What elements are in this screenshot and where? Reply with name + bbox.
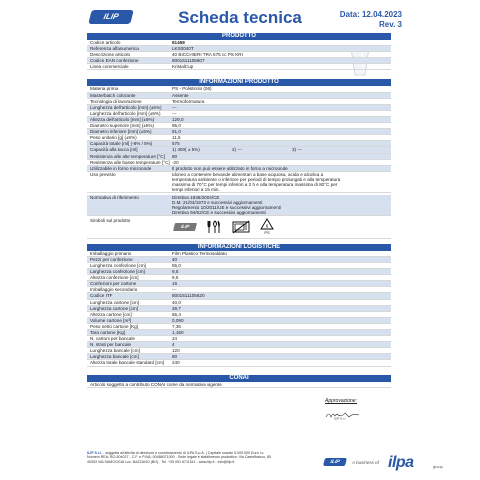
row-value: KristalCup [172,64,194,70]
row-label: Normativa di riferimento [90,194,139,200]
ilip-logo: ILIP [88,10,133,24]
row-label: N. strati per bancale [90,342,132,348]
row-value: 56,4 [172,311,181,317]
row-label: Referenza alfanumerica [90,46,139,52]
row-label: Materia prima [90,86,119,92]
row-label: Resistenza alle alte temperature [°C] [90,153,165,159]
row-label: Simboli sul prodotto [90,217,131,223]
row-value: 95,0 [172,123,181,129]
row-value: 61468 [172,40,185,45]
row-value: 24 [172,336,178,342]
row-value: 11,5 [172,135,181,141]
row-label: Lunghezza cartone [cm] [90,299,140,305]
row-label: Larghezza bancale [cm] [90,354,139,360]
text-line: Direttiva 94/62/CE e successivi aggiornamenti [172,209,266,215]
row-value: 1,160 [172,330,184,335]
row-value: Film Plastico Termosaldato [172,250,227,256]
text-line: tempi inferiori a 15 min. [172,186,220,192]
section-title-logistica: INFORMAZIONI LOGISTICHE [87,244,391,251]
no-microwave-icon [232,220,250,234]
row-label: Imballaggio secondario [90,287,138,293]
info-prodotto-table-2 [87,154,391,172]
section-title-info-prodotto: INFORMAZIONI PRODOTTO [87,79,391,86]
row-label: Utilizzabile in forno microonde [90,165,152,171]
capacity-1: 1) 400( ± 5%) [172,147,200,153]
text-line: Direttiva 1935/2004/CE [172,194,220,200]
date-revision [340,10,402,30]
row-value: 40,0 [172,299,181,305]
row-value: 55,0 [172,262,181,268]
row-value: 9,5 [172,275,179,281]
row-value: 39,7 [172,305,181,311]
footer-company-info: ILIP S.r.l. - soggetta all'attività di direzione e coordinamento di ILPA S.p.A. | Capitale sociale 5.000.000 Euro i.v. Numero REA: BO-504027 - C.F. e P.IVA: 00488071000 - Sede legale e stabilimento produttivo: Via Castelfranco, 80 40053 VALSAMOGGIA Loc. BAZZANO (BO) - Tel. +39 051 6711511 - www.ilip.it - info@ilip.it [87,451,271,464]
row-label: Lunghezza confezione [cm] [90,262,146,268]
row-label: Altezza cartone [cm] [90,311,132,317]
row-label: Uso previsto [90,171,116,177]
row-value: LKS0040T [172,46,194,52]
ilpa-group-sub: group [433,465,443,469]
row-label: Peso netto cartone [Kg] [90,323,139,329]
row-label: Diametro inferiore [mm] (±5%) [90,129,152,135]
row-label: Pezzi per confezione [90,256,133,262]
row-label: Larghezza confezione [cm] [90,269,145,275]
row-label: Linea commerciale [90,64,129,70]
section-title-prodotto: PRODOTTO [87,33,391,40]
row-label: Tara cartone [Kg] [90,330,125,335]
row-value: 80 [172,354,178,360]
row-value: 80 [172,153,178,159]
prodotto-table [87,40,391,70]
footer-company-name: ILIP S.r.l. [87,451,103,455]
normativa-row [87,195,391,216]
recycle-label: PS [264,230,270,236]
conai-text: Articolo soggetto a contributo CONAI come da normativa vigente [90,381,222,387]
row-value: 40 [172,256,178,262]
row-value: 7,36 [172,323,181,329]
row-value: 8001511105620 [172,293,205,299]
row-value [170,195,391,215]
capacity-3: 3) --- [292,147,302,153]
row-label: Codice EAN confezione [90,58,139,64]
row-value: 8001511105607 [172,58,205,64]
footer-ilip-logo: ILIP [323,458,347,466]
text-line: D.M. 21/03/1973 e successivi aggiornamenti [172,199,263,205]
row-label: Masterbatch colorante [90,92,136,98]
row-label: Capacità totale [ml] (-8% / 5%) [90,141,153,147]
row-value: Il prodotto non può essere utilizzato in forno a microonde [172,165,288,171]
row-label: Altezza confezione [cm] [90,275,139,281]
row-value: 4 [172,342,175,348]
symbols [170,216,274,238]
food-contact-icon [206,219,222,235]
approval-label: Approvazione: [325,398,357,404]
row-value: Termoformatura [172,98,205,104]
row-value: 16 [172,281,178,287]
row-label: Diametro superiore [mm] (±5%) [90,123,155,129]
text-line: massima di 70°C per tempi inferiori a 2 h e alla temperatura massima di 80°C per [172,181,338,187]
row-value: 40 BICCHIERI TRA 575 cc PS KRI [172,52,243,58]
row-value: PS - Polistirolo (06) [172,86,212,92]
ilpa-group-logo: ilpa [388,454,414,471]
svg-text:6: 6 [265,223,269,229]
row-label: Peso unitario [g] (±5%) [90,135,137,141]
capacity-2: 2) --- [232,147,242,153]
row-label: Lunghezza dell'articolo [mm] (±5%) [90,104,162,110]
ilip-mini-logo: ILIP [173,223,197,231]
row-label: Codice ITF [90,293,113,299]
text-line: Regolamento 10/2011/UE e successivi aggiornamenti [172,204,281,210]
row-value: --- [172,110,177,116]
row-label: Volume cartone [m³] [90,317,132,323]
row-label: N. cartoni per bancale [90,336,135,342]
row-label: Larghezza dell'articolo [mm] (±5%) [90,110,161,116]
row-label: Imballaggio primario [90,250,132,256]
data-sheet-content [87,33,391,388]
row-value: 120 [172,348,180,354]
row-label: Descrizione articolo [90,52,131,58]
row-label: Altezza totale bancale standard [cm] [90,360,165,366]
row-value [170,147,391,152]
svg-text:ILIP S.r.l.: ILIP S.r.l. [334,416,347,420]
text-line: temperatura ambiente o inferiore per periodi di tempo prolungati e alla temperatura [172,176,341,182]
uso-previsto-row [87,172,391,193]
row-label: Altezza dell'articolo [mm] (±5%) [90,116,155,122]
page-title: Scheda tecnica [178,8,302,27]
row-value: 61,0 [172,129,181,135]
signature-image [325,410,361,420]
simboli-row [87,216,391,239]
row-value: 129,0 [172,116,184,122]
business-of-text: A business of [352,460,379,465]
row-label: Larghezza cartone [cm] [90,305,139,311]
text-line: Idoneo a contenere bevande alimentari a base acquosa, acida e alcolica a [172,171,324,177]
logistica-table [87,251,391,367]
row-value: Assente [172,92,189,98]
row-label: Confezioni per cartone [90,281,137,287]
row-label: Tecnologia di lavorazione [90,98,142,104]
recycle-symbol [260,218,274,235]
row-value: -20 [172,159,179,165]
date-text: Data: 12.04.2023 [339,10,402,19]
revision-text: Rev. 3 [379,20,402,29]
conai-row [87,382,391,388]
row-label: Resistenza alle basse temperature [°C] [90,159,170,165]
row-value: --- [172,104,177,110]
row-value: 575 [172,141,180,147]
section-title-conai: CONAI [87,375,391,382]
row-value [170,172,391,192]
row-value: 240 [172,360,180,366]
info-prodotto-table [87,86,391,147]
row-value: 9,5 [172,269,179,275]
row-value: --- [172,287,177,293]
row-label: Codice articolo [90,40,121,45]
row-label: Lunghezza bancale [cm] [90,348,140,354]
row-label: Capacità alla tacca [ml] [90,147,138,153]
row-value: 0,090 [172,317,184,323]
